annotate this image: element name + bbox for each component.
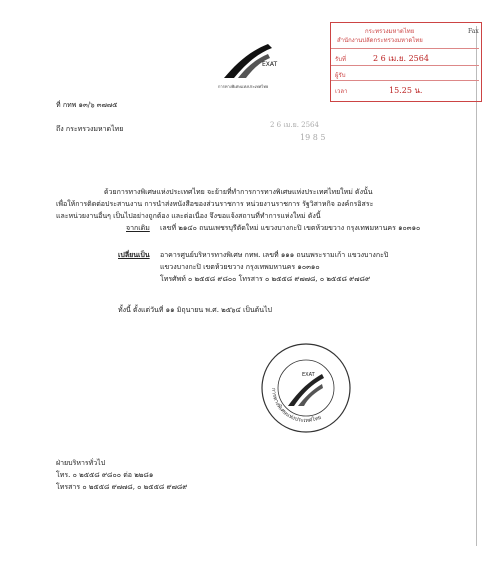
footer-tel: โทร. ๐ ๒๕๕๘ ๙๘๐๐ ต่อ ๒๒๘๑ — [56, 471, 154, 479]
footer-dept: ฝ่ายบริหารทั่วไป — [56, 459, 106, 467]
mid-stamp-number: 19 8 5 — [300, 133, 326, 142]
official-seal — [258, 340, 354, 436]
new-address-line-1: อาคารศูนย์บริหารทางพิเศษ กทพ. เลขที่ ๑๑๑ ถนนพระรามเก้า แขวงบางกะปิ — [160, 251, 389, 259]
seal-ring-text: การทางพิเศษแห่งประเทศไทย — [269, 387, 323, 425]
stamp-received-date: 2 6 เม.ย. 2564 — [373, 54, 429, 63]
para-line-2: เพื่อให้การติดต่อประสานงาน การนำส่งหนังสือของส่วนราชการ หน่วยงานราชการ รัฐวิสาหกิจ องค์กรอิสระ — [56, 200, 374, 208]
mid-stamp-date: 2 6 เม.ย. 2564 — [270, 121, 319, 129]
from-label: จากเดิม — [126, 224, 150, 232]
fax-code: Fax — [468, 28, 479, 35]
effective-date: ทั้งนี้ ตั้งแต่วันที่ ๑๑ มิถุนายน พ.ศ. ๒๕๖๔ เป็นต้นไป — [118, 306, 272, 314]
doc-number: ที่ กทพ ๑๓/๖ ๓๗๗๕ — [56, 101, 118, 109]
exat-logo — [218, 38, 288, 80]
footer-fax: โทรสาร ๐ ๒๕๕๘ ๙๗๗๘, ๐ ๒๕๕๘ ๙๗๘๙ — [56, 483, 188, 491]
para-line-1: ด้วยการทางพิเศษแห่งประเทศไทย จะย้ายที่ทำการการทางพิเศษแห่งประเทศไทยใหม่ ดังนั้น — [104, 188, 373, 196]
to-label: เปลี่ยนเป็น — [118, 250, 150, 259]
received-stamp — [330, 22, 482, 102]
logo-text: EXAT — [262, 61, 278, 68]
para-line-3: และหน่วยงานอื่นๆ เป็นไปอย่างถูกต้อง และต่อเนื่อง จึงขอแจ้งสถานที่ทำการแห่งใหม่ ดังนี้ — [56, 212, 321, 220]
stamp-time-value: 15.25 น. — [389, 86, 423, 95]
stamp-title: สำนักงานปลัดกระทรวงมหาดไทย — [337, 37, 423, 44]
addressee: ถึง กระทรวงมหาดไทย — [56, 125, 124, 133]
new-address-line-2: แขวงบางกะปิ เขตห้วยขวาง กรุงเทพมหานคร ๑๐๓๑๐ — [160, 263, 320, 271]
page-edge-line — [476, 26, 477, 546]
stamp-org: กระทรวงมหาดไทย — [365, 28, 415, 35]
stamp-received-label: รับที่ — [335, 56, 346, 63]
seal-center-text: EXAT — [302, 372, 315, 378]
from-address: เลขที่ ๒๑๔๐ ถนนเพชรบุรีตัดใหม่ แขวงบางกะปิ เขตห้วยขวาง กรุงเทพมหานคร ๑๐๓๑๐ — [160, 224, 421, 232]
new-address-line-3: โทรศัพท์ ๐ ๒๕๕๘ ๙๘๐๐ โทรสาร ๐ ๒๕๕๘ ๙๗๗๘, ๐ ๒๕๕๘ ๙๗๘๙ — [160, 275, 371, 283]
stamp-receiver-label: ผู้รับ — [335, 72, 346, 79]
logo-caption: การทางพิเศษแห่งประเทศไทย — [218, 84, 269, 89]
stamp-time-label: เวลา — [335, 88, 348, 95]
